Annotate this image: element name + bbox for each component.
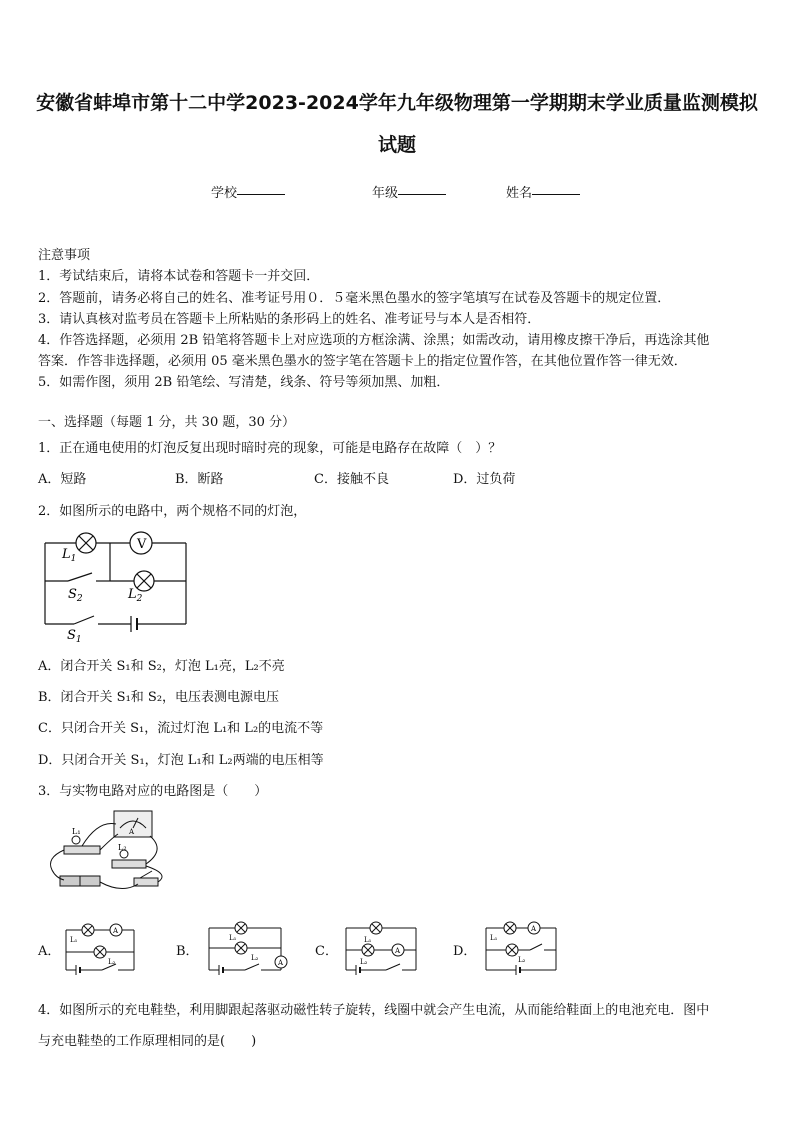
q1-option-b[interactable]: B．断路	[175, 472, 224, 487]
note-item: 3．请认真核对监考员在答题卡上所粘贴的条形码上的姓名、准考证号与本人是否相符．	[38, 312, 541, 327]
q2-option-b[interactable]: B．闭合开关 S₁和 S₂，电压表测电源电压	[38, 690, 280, 705]
q2-option-c[interactable]: C．只闭合开关 S₁，流过灯泡 L₁和 L₂的电流不等	[38, 721, 324, 736]
notes-heading: 注意事项	[38, 248, 91, 263]
note-item: 5．如需作图，须用 2B 铅笔绘、写清楚，线条、符号等须加黑、加粗．	[38, 375, 450, 390]
q2-option-a[interactable]: A．闭合开关 S₁和 S₂，灯泡 L₁亮，L₂不亮	[38, 659, 285, 674]
q2-option-d[interactable]: D．只闭合开关 S₁，灯泡 L₁和 L₂两端的电压相等	[38, 753, 324, 768]
s1-label: $S_1$	[67, 628, 82, 645]
l2-label: L₂	[518, 956, 526, 964]
q3-photo-ammeter-label: A	[129, 828, 135, 836]
q3-option-b-letter[interactable]: B．	[176, 944, 199, 959]
ammeter-label: A	[113, 927, 119, 935]
q1-option-c[interactable]: C．接触不良	[314, 472, 389, 487]
q3-physical-circuit-image	[42, 808, 172, 900]
ammeter-label: A	[531, 925, 537, 933]
q3-option-b-diagram[interactable]	[205, 918, 291, 978]
l2-label: L₂	[251, 954, 259, 962]
q3-photo-l2-label: L₂	[118, 843, 127, 852]
voltmeter-label: V	[137, 537, 147, 552]
grade-label: 年级	[372, 186, 399, 201]
q1-option-a[interactable]: A．短路	[38, 472, 87, 487]
q2-circuit-diagram	[40, 526, 192, 648]
q3-option-c-diagram[interactable]	[342, 918, 422, 978]
grade-field[interactable]	[372, 182, 398, 201]
q3-option-d-letter[interactable]: D．	[453, 944, 477, 959]
question-4-stem-continued: 与充电鞋垫的工作原理相同的是( )	[38, 1034, 257, 1049]
l1-label: $L_1$	[62, 547, 77, 564]
l2-label: L₂	[360, 958, 368, 966]
section-heading: 一、选择题（每题 1 分，共 30 题，30 分）	[38, 415, 296, 430]
school-label: 学校	[211, 186, 238, 201]
name-field[interactable]	[506, 182, 532, 201]
question-4-stem: 4．如图所示的充电鞋垫，利用脚跟起落驱动磁性转子旋转，线圈中就会产生电流，从而能给鞋面上的电池充电．图中	[38, 1003, 710, 1018]
question-3-stem: 3．与实物电路对应的电路图是（ ）	[38, 784, 268, 799]
question-1-stem: 1．正在通电使用的灯泡反复出现时暗时亮的现象，可能是电路存在故障（ ）？	[38, 441, 502, 456]
l1-label: L₁	[364, 936, 372, 944]
grade-blank[interactable]	[398, 182, 446, 195]
note-item: 1．考试结束后，请将本试卷和答题卡一并交回．	[38, 269, 320, 284]
q3-option-a-letter[interactable]: A．	[38, 944, 61, 959]
school-field[interactable]	[211, 182, 237, 201]
note-item: 2．答题前，请务必将自己的姓名、准考证号用０．５毫米黑色墨水的签字笔填写在试卷及答题卡的规定位置．	[38, 291, 671, 306]
l1-label: L₁	[490, 934, 498, 942]
s2-label: $S_2$	[68, 587, 83, 604]
q1-option-d[interactable]: D．过负荷	[453, 472, 516, 487]
exam-title: 安徽省蚌埠市第十二中学2023-2024学年九年级物理第一学期期末学业质量监测模拟	[36, 92, 758, 114]
q3-option-c-letter[interactable]: C．	[315, 944, 338, 959]
l1-label: L₁	[70, 936, 78, 944]
exam-title-continued: 试题	[377, 134, 416, 156]
ammeter-label: A	[278, 959, 284, 967]
note-item: 答案．作答非选择题，必须用 05 毫米黑色墨水的签字笔在答题卡上的指定位置作答，在其他位置作答一律无效．	[38, 354, 687, 369]
ammeter-label: A	[395, 947, 401, 955]
q3-option-a-diagram[interactable]	[62, 920, 138, 978]
l2-label: $L_2$	[128, 587, 143, 604]
question-2-stem: 2．如图所示的电路中，两个规格不同的灯泡，	[38, 504, 307, 519]
note-item: 4．作答选择题，必须用 2B 铅笔将答题卡上对应选项的方框涂满、涂黑；如需改动，请用橡皮擦干净后，再选涂其他	[38, 333, 710, 348]
q3-option-d-diagram[interactable]	[482, 918, 562, 978]
l2-label: L₂	[108, 958, 116, 966]
l1-label: L₁	[229, 934, 237, 942]
q3-photo-l1-label: L₁	[72, 827, 81, 836]
name-label: 姓名	[506, 186, 533, 201]
name-blank[interactable]	[532, 182, 580, 195]
school-blank[interactable]	[237, 182, 285, 195]
